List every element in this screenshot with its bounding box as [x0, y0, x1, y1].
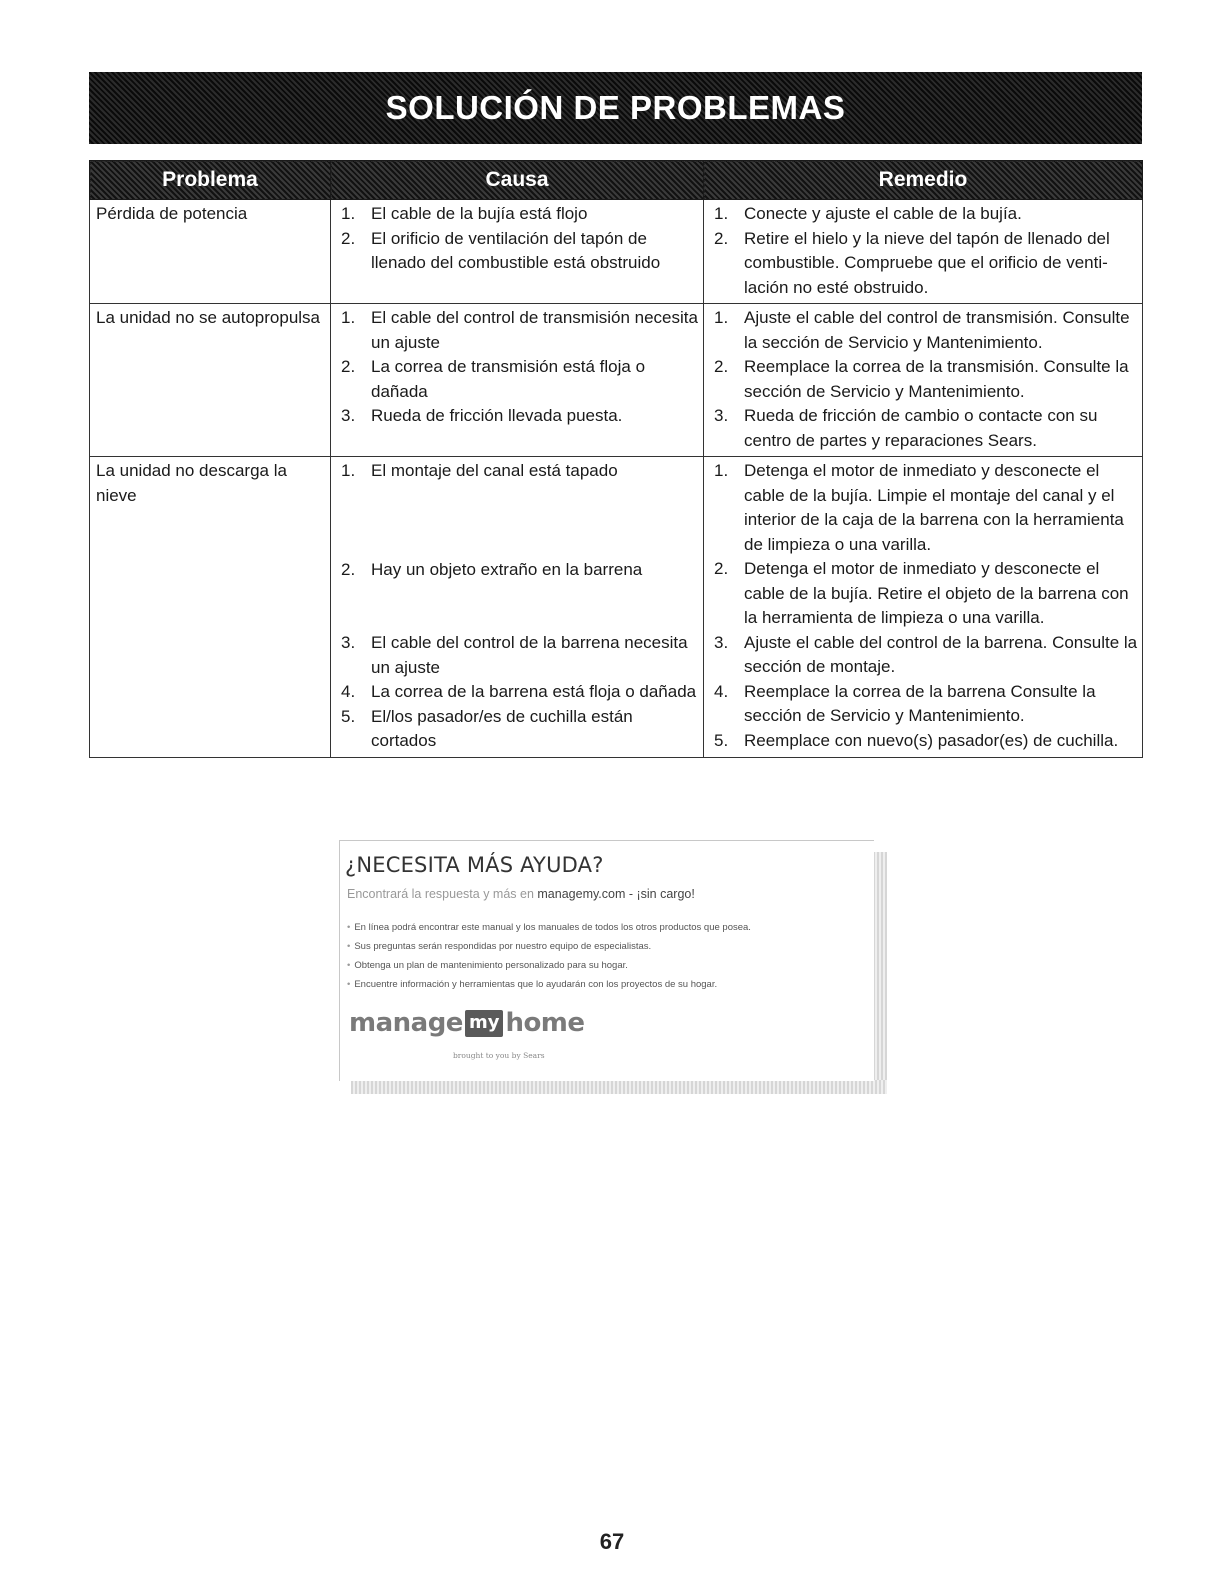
- item-text: Rueda de fricción llevada puesta.: [371, 406, 623, 425]
- table-row: [90, 200, 1143, 304]
- item-text: Reemplace la correa de la barrena Consulte la sección de Servicio y Mantenimiento.: [744, 681, 1096, 725]
- help-title: ¿NECESITA MÁS AYUDA?: [345, 853, 604, 877]
- help-box: [339, 840, 874, 1081]
- page-title: SOLUCIÓN DE PROBLEMAS: [385, 89, 846, 126]
- help-box-shadow-right: [873, 852, 887, 1092]
- item-text: Hay un objeto extraño en la barrena: [371, 559, 643, 579]
- item-number: 5.: [714, 730, 729, 750]
- item-text: La correa de transmisión está floja o dañada: [371, 357, 646, 401]
- item-number: 1.: [341, 204, 356, 223]
- item-number: 1.: [341, 308, 356, 327]
- item-text: Ajuste el cable del control de la barrena. Consulte la sección de montaje.: [744, 632, 1138, 676]
- remedy-item: [710, 404, 1138, 453]
- bullet-icon: •: [347, 922, 351, 933]
- item-number: 2.: [341, 559, 356, 579]
- item-number: 4.: [341, 682, 356, 701]
- help-subtitle-link[interactable]: managemy.com - ¡sin cargo!: [537, 887, 695, 901]
- item-number: 3.: [714, 632, 729, 652]
- cause-item: [337, 680, 699, 705]
- logo-word-manage: manage: [349, 1008, 463, 1038]
- item-text: Detenga el motor de inmediato y desconecte el cable de la bujía. Retire el objeto de la barrena con la herramienta de limpieza o una varilla.: [744, 559, 1129, 627]
- remedy-item: [710, 631, 1138, 680]
- list-item-text: Encuentre información y herramientas que lo ayudarán con los proyectos de su hogar.: [354, 979, 718, 990]
- help-box-shadow-bottom: [351, 1080, 887, 1094]
- list-item: [347, 918, 751, 937]
- remedy-item: [710, 680, 1138, 729]
- item-number: 3.: [341, 406, 356, 425]
- cause-item: [337, 355, 699, 404]
- item-text: Reemplace la correa de la transmisión. Consulte la sección de Servicio y Mantenimiento.: [744, 357, 1129, 401]
- cause-item: [337, 404, 699, 429]
- cause-item: [337, 459, 699, 484]
- item-number: 1.: [341, 461, 356, 480]
- page-title-banner: [89, 72, 1142, 144]
- cause-cell: [331, 304, 704, 457]
- problem-cell: La unidad no descarga la nieve: [90, 457, 331, 758]
- item-number: 2.: [714, 559, 729, 578]
- bullet-icon: •: [347, 960, 351, 971]
- item-text: Detenga el motor de inmediato y desconecte el cable de la bujía. Limpie el montaje del canal y el interior de la caja de la barrena con la herramienta de limpieza o una varilla.: [744, 461, 1124, 554]
- item-number: 2.: [714, 357, 729, 376]
- header-problem: Problema: [90, 161, 331, 200]
- remedy-cell: [704, 304, 1143, 457]
- cause-item: [337, 558, 699, 583]
- item-text: Reemplace con nuevo(s) pasador(es) de cuchilla.: [744, 730, 1119, 750]
- item-number: 4.: [714, 681, 729, 701]
- logo-tagline: brought to you by Sears: [453, 1051, 545, 1060]
- item-text: El cable del control de transmisión necesita un ajuste: [371, 308, 698, 352]
- cause-item: [337, 631, 699, 680]
- item-number: 3.: [341, 633, 356, 652]
- item-text: El/los pasador/es de cuchilla están cortados: [371, 706, 633, 750]
- item-text: Ajuste el cable del control de transmisión. Consulte la sección de Servicio y Mantenimiento.: [744, 308, 1130, 352]
- remedy-item: [710, 227, 1138, 301]
- help-subtitle: [347, 887, 695, 901]
- bullet-icon: •: [347, 979, 351, 990]
- remedy-cell: [704, 200, 1143, 304]
- bullet-icon: •: [347, 941, 351, 952]
- item-number: 5.: [341, 706, 356, 726]
- table-header-row: [90, 161, 1143, 200]
- remedy-item: [710, 557, 1138, 631]
- cause-item: [337, 306, 699, 355]
- item-number: 2.: [341, 357, 356, 376]
- managemyhome-logo: [349, 1008, 585, 1038]
- list-item-text: En línea podrá encontrar este manual y los manuales de todos los otros productos que posea.: [354, 922, 751, 933]
- troubleshooting-table: [89, 160, 1143, 758]
- item-number: 1.: [714, 308, 729, 327]
- cause-cell: [331, 200, 704, 304]
- item-text: Conecte y ajuste el cable de la bujía.: [744, 204, 1022, 223]
- remedy-item: [710, 202, 1138, 227]
- help-subtitle-prefix: Encontrará la respuesta y más en: [347, 887, 534, 901]
- problem-cell: Pérdida de potencia: [90, 200, 331, 304]
- list-item: [347, 956, 751, 975]
- list-item: [347, 937, 751, 956]
- logo-word-home: home: [505, 1008, 585, 1038]
- problem-cell: La unidad no se autopropulsa: [90, 304, 331, 457]
- remedy-item: [710, 306, 1138, 355]
- item-text: Retire el hielo y la nieve del tapón de llenado del combustible. Compruebe que el orificio de venti-lación no esté obstruido.: [744, 228, 1110, 297]
- header-cause: Causa: [331, 161, 704, 200]
- list-item-text: Obtenga un plan de mantenimiento personalizado para su hogar.: [354, 960, 628, 971]
- cause-item: [337, 202, 699, 227]
- remedy-item: [710, 355, 1138, 404]
- item-number: 2.: [341, 228, 356, 248]
- item-number: 1.: [714, 461, 729, 480]
- help-bullet-list: [347, 918, 751, 994]
- item-text: El cable del control de la barrena necesita un ajuste: [371, 633, 688, 677]
- item-number: 2.: [714, 228, 729, 248]
- item-text: La correa de la barrena está floja o dañada: [371, 682, 697, 701]
- item-text: El montaje del canal está tapado: [371, 461, 618, 480]
- cause-item: [337, 705, 699, 754]
- item-text: El cable de la bujía está flojo: [371, 204, 588, 223]
- header-remedy: Remedio: [704, 161, 1143, 200]
- page-number: 67: [599, 1529, 625, 1554]
- list-item: [347, 975, 751, 994]
- remedy-cell: [704, 457, 1143, 758]
- item-text: Rueda de fricción de cambio o contacte con su centro de partes y reparaciones Sears.: [744, 406, 1098, 450]
- table-row: [90, 457, 1143, 758]
- cause-cell: [331, 457, 704, 758]
- logo-word-my: my: [465, 1010, 504, 1037]
- list-item-text: Sus preguntas serán respondidas por nuestro equipo de especialistas.: [354, 941, 652, 952]
- item-number: 3.: [714, 406, 729, 425]
- item-number: 1.: [714, 204, 729, 223]
- table-row: [90, 304, 1143, 457]
- item-text: El orificio de ventilación del tapón de llenado del combustible está obstruido: [371, 228, 661, 272]
- remedy-item: [710, 459, 1138, 557]
- remedy-item: [710, 729, 1138, 754]
- cause-item: [337, 227, 699, 276]
